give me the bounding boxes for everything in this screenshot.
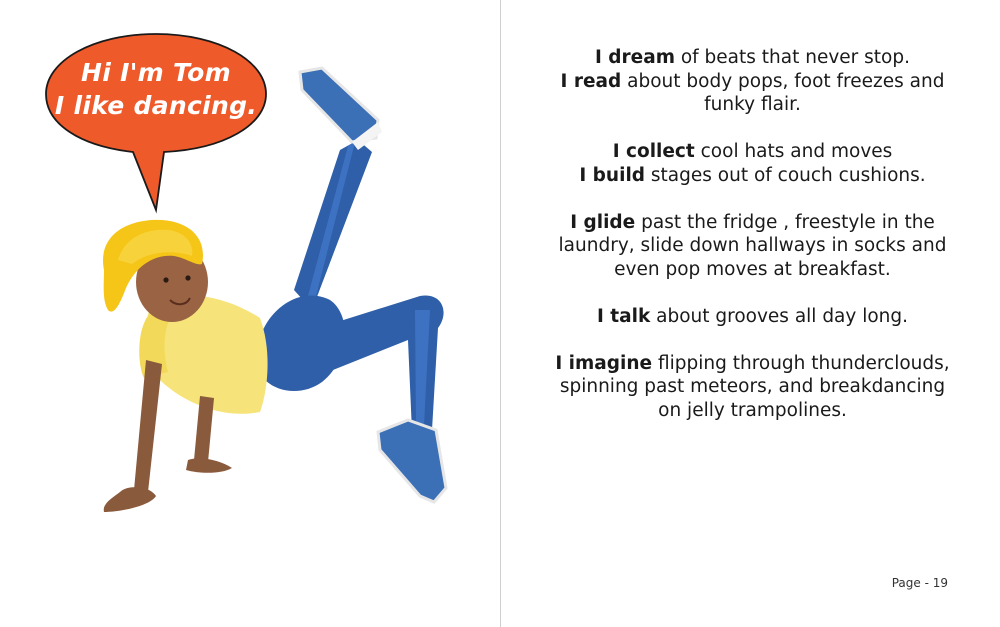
speech-line-2: I like dancing.: [54, 91, 258, 120]
raised-sneaker: [300, 68, 378, 142]
stanza-glide: [540, 211, 965, 282]
text-line: even pop moves at breakfast.: [614, 258, 891, 280]
breakdancing-boy-illustration: [90, 60, 460, 530]
text-line: I glide past the fridge , freestyle in the: [570, 211, 935, 233]
text-line: I build stages out of couch cushions.: [579, 164, 926, 186]
stanza-dream-read: [540, 46, 965, 117]
text-line: laundry, slide down hallways in socks and: [558, 235, 947, 256]
left-hand: [104, 487, 156, 512]
page-number: Page - 19: [891, 576, 948, 590]
text-line: I read about body pops, foot freezes and: [560, 70, 945, 92]
text-line: I imagine flipping through thunderclouds,: [555, 352, 950, 374]
story-text: [540, 46, 965, 446]
stanza-talk: [540, 305, 965, 329]
stanza-imagine: [540, 352, 965, 423]
text-line: I talk about grooves all day long.: [596, 305, 909, 327]
text-line: spinning past meteors, and breakdancing: [559, 376, 946, 397]
lower-sneaker: [378, 420, 446, 502]
text-line: on jelly trampolines.: [658, 399, 847, 421]
text-line: I collect cool hats and moves: [612, 141, 893, 162]
stanza-collect-build: [540, 140, 965, 187]
text-line: funky flair.: [704, 94, 801, 115]
right-hand: [186, 458, 232, 472]
left-arm: [134, 360, 162, 492]
speech-line-1: Hi I'm Tom: [81, 58, 231, 87]
right-arm: [194, 396, 214, 462]
text-line: I dream of beats that never stop.: [594, 47, 911, 68]
